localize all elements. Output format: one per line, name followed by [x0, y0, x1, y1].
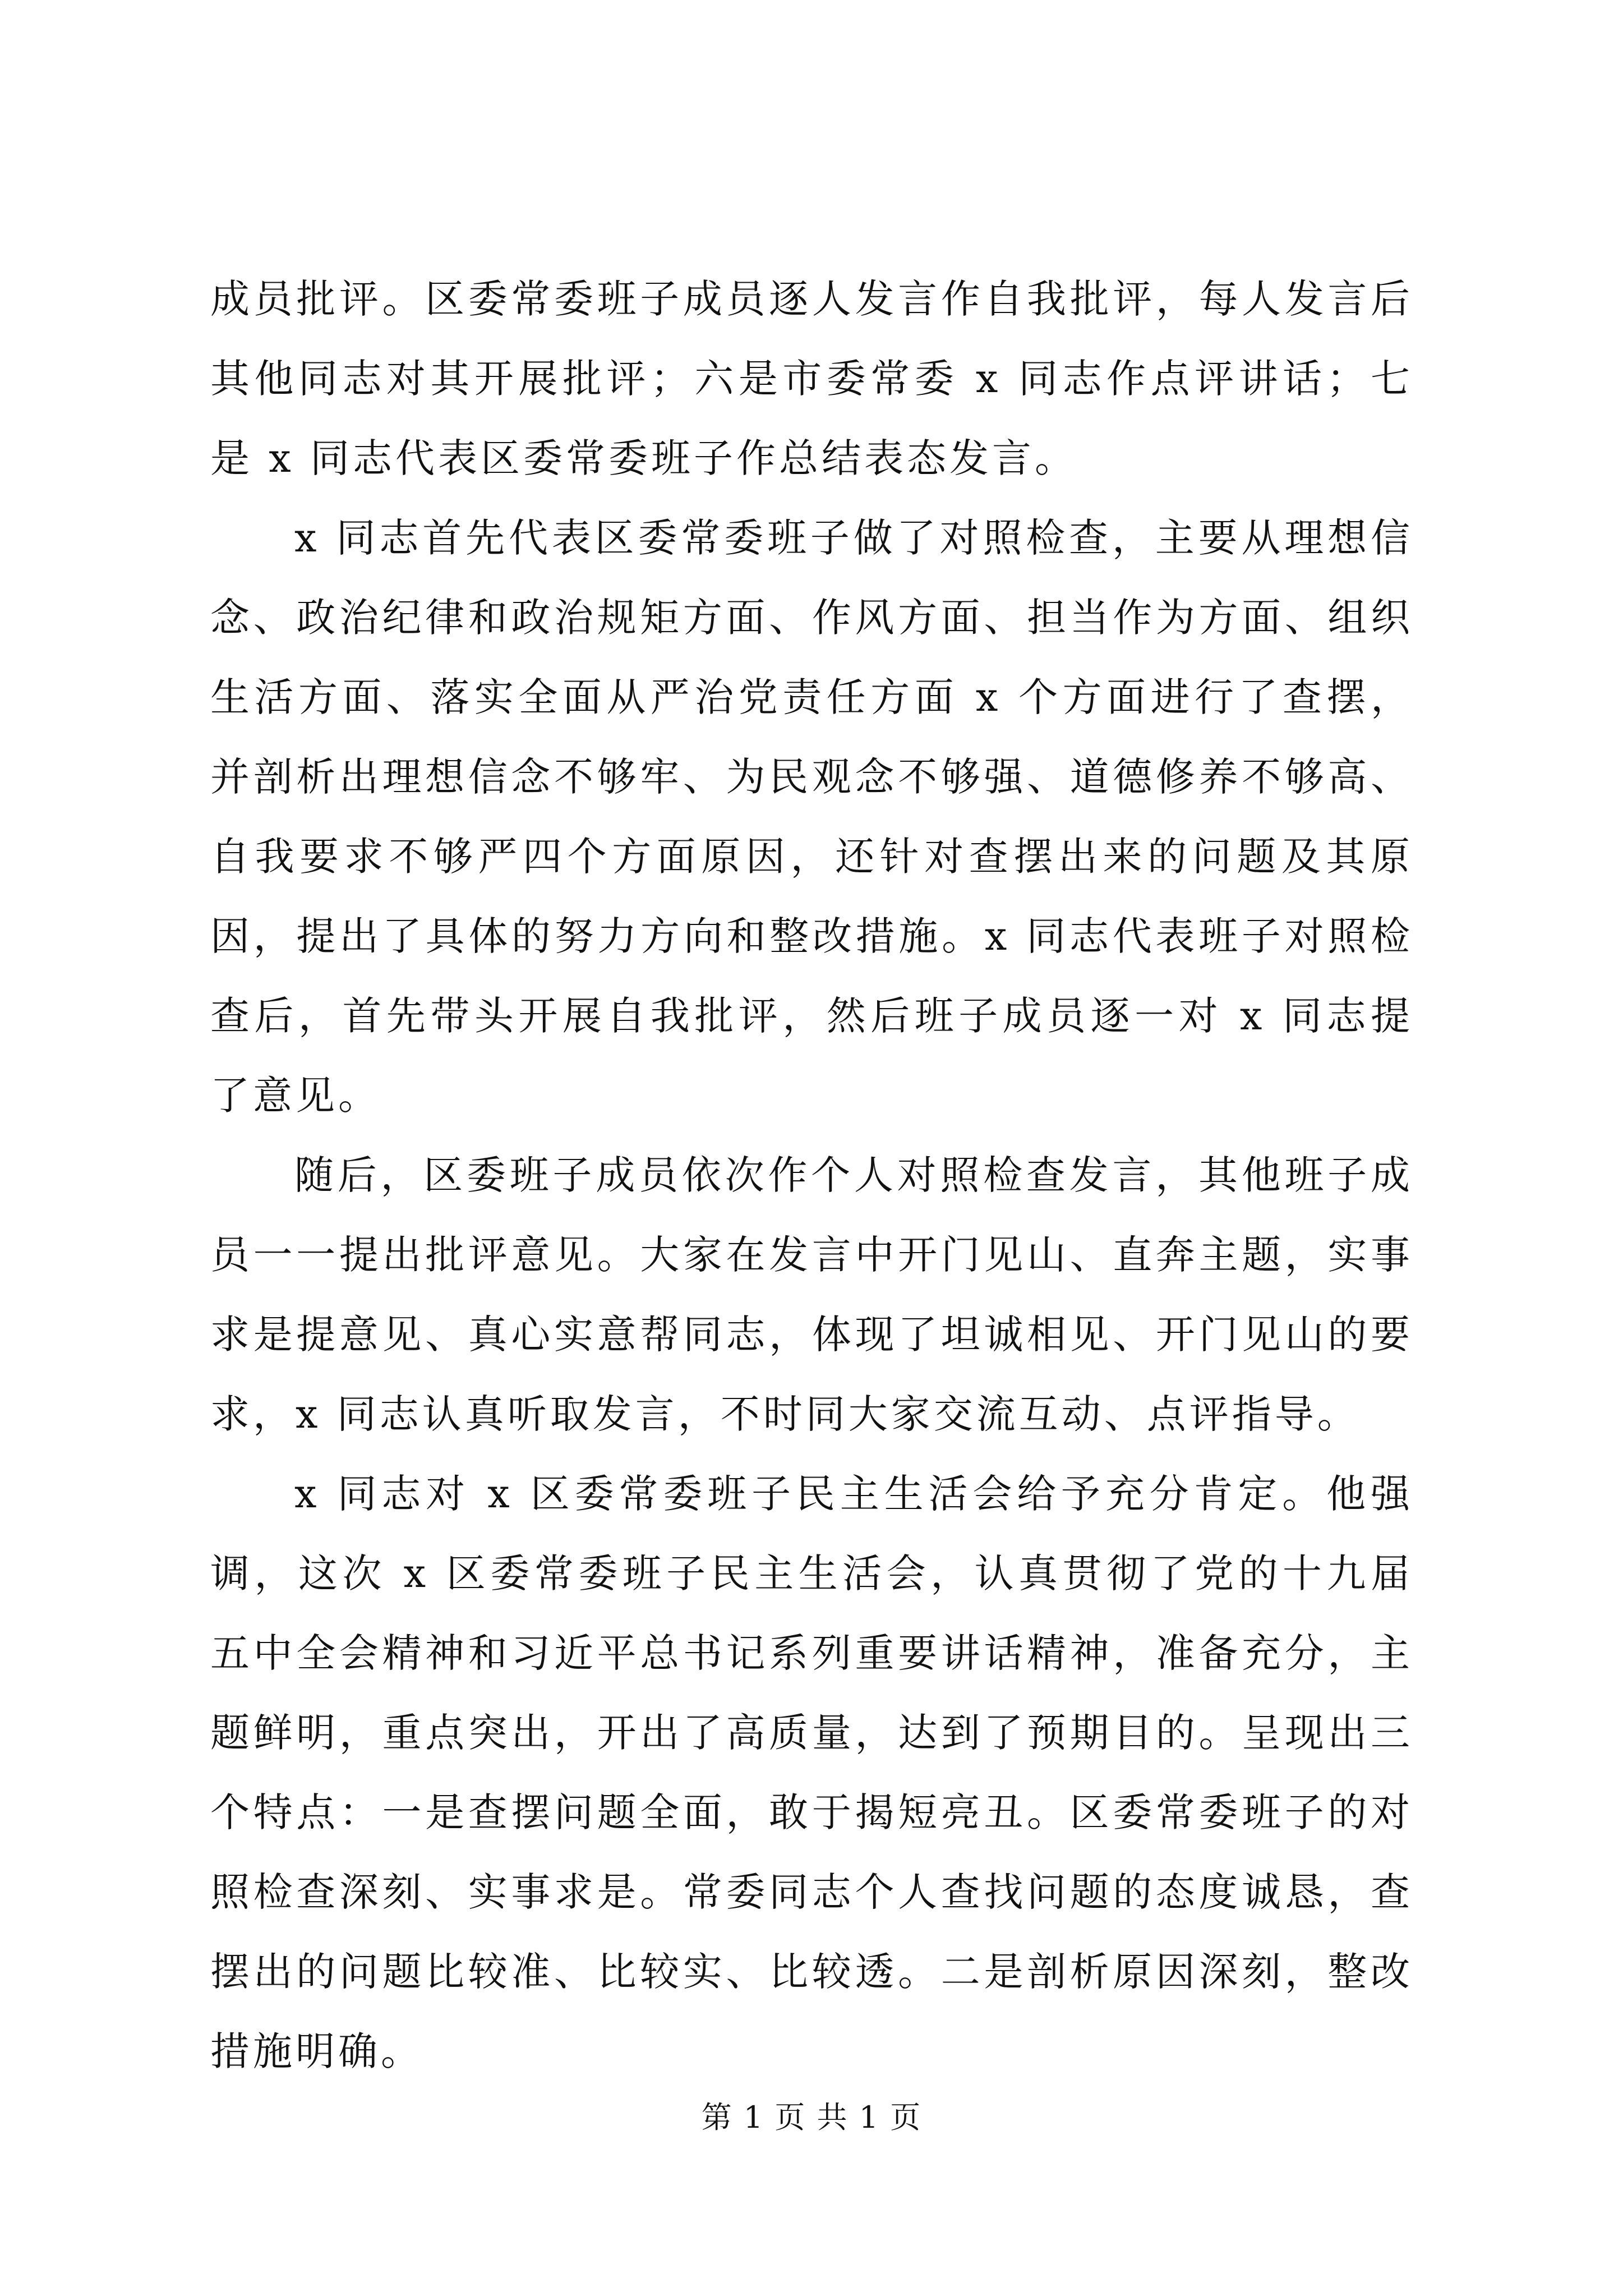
document-body — [210, 259, 1413, 2091]
paragraph-continuation: 成员批评。区委常委班子成员逐人发言作自我批评，每人发言后其他同志对其开展批评；六是市委常委 x 同志作点评讲话；七是 x 同志代表区委常委班子作总结表态发言。 — [210, 276, 1413, 481]
paragraph-affirmation: x 同志对 x 区委常委班子民主生活会给予充分肯定。他强调，这次 x 区委常委班子民主生活会，认真贯彻了党的十九届五中全会精神和习近平总书记系列重要讲话精神，准备充分，主题鲜明，重点突出，开出了高质量，达到了预期目的。呈现出三个特点：一是查摆问题全面，敢于揭短亮丑。区委常委班子的对照检查深刻、实事求是。常委同志个人查找问题的态度诚恳，查摆出的问题比较准、比较实、比较透。二是剖析原因深刻，整改措施明确。 — [210, 1471, 1413, 2074]
page-number-footer: 第 1 页 共 1 页 — [701, 2100, 922, 2135]
paragraph-member-speeches: 随后，区委班子成员依次作个人对照检查发言，其他班子成员一一提出批评意见。大家在发言中开门见山、直奔主题，实事求是提意见、真心实意帮同志，体现了坦诚相见、开门见山的要求，x 同志认真听取发言，不时同大家交流互动、点评指导。 — [210, 1152, 1413, 1437]
paragraph-self-review: x 同志首先代表区委常委班子做了对照检查，主要从理想信念、政治纪律和政治规矩方面、作风方面、担当作为方面、组织生活方面、落实全面从严治党责任方面 x 个方面进行了查摆，并剖析出理想信念不够牢、为民观念不够强、道德修养不够高、自我要求不够严四个方面原因，还针对查摆出来的问题及其原因，提出了具体的努力方向和整改措施。x 同志代表班子对照检查后，首先带头开展自我批评，然后班子成员逐一对 x 同志提了意见。 — [210, 515, 1413, 1119]
